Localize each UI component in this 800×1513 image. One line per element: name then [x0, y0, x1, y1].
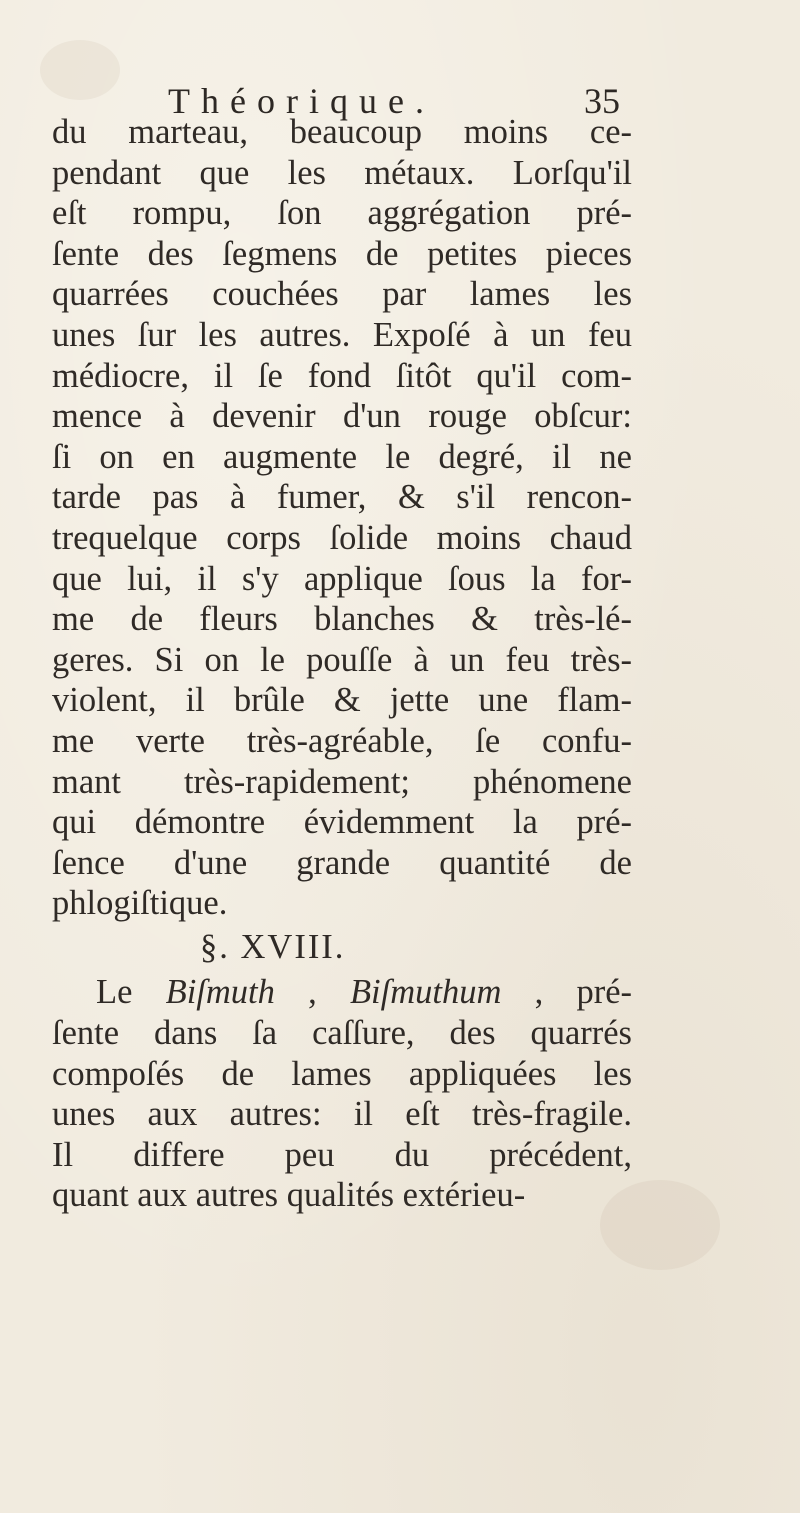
- text-line: quant aux autres qualités extérieu-: [52, 1176, 526, 1215]
- text-line: me verte très-agréable, ſe confu-: [52, 721, 632, 760]
- text-line: trequelque corps ſolide moins chaud: [52, 518, 632, 557]
- text-line: médiocre, il ſe fond ſitôt qu'il com-: [52, 356, 632, 395]
- italic-term: Biſmuthum: [349, 973, 502, 1012]
- text-fragment: ,: [308, 973, 317, 1012]
- paragraph-2: [52, 972, 632, 1216]
- text-line: geres. Si on le pouſſe à un feu très-: [52, 640, 632, 679]
- text-line: phlogiſtique.: [52, 884, 228, 923]
- text-fragment: Le: [96, 973, 133, 1012]
- text-line: unes ſur les autres. Expoſé à un feu: [52, 315, 632, 354]
- text-line: unes aux autres: il eſt très-fragile.: [52, 1095, 632, 1134]
- text-line: du marteau, beaucoup moins ce-: [52, 113, 632, 151]
- page-number: 35: [584, 81, 620, 121]
- body-text: [52, 112, 632, 1216]
- text-line: que lui, il s'y applique ſous la for-: [52, 559, 632, 598]
- paragraph-1: [52, 112, 632, 924]
- text-line: ſi on en augmente le degré, il ne: [52, 437, 632, 476]
- text-line: me de fleurs blanches & très-lé-: [52, 600, 632, 639]
- running-head: Théorique.: [168, 81, 435, 121]
- text-line: mant très-rapidement; phénomene: [52, 762, 632, 801]
- text-line: compoſés de lames appliquées les: [52, 1054, 632, 1093]
- italic-term: Biſmuth: [165, 973, 275, 1012]
- text-line: tarde pas à fumer, & s'il rencon-: [52, 478, 632, 517]
- text-line: pendant que les métaux. Lorſqu'il: [52, 153, 632, 192]
- text-line: quarrées couchées par lames les: [52, 275, 632, 314]
- text-line: violent, il brûle & jette une flam-: [52, 681, 632, 720]
- text-line: ſence d'une grande quantité de: [52, 843, 632, 882]
- text-fragment: , pré-: [534, 973, 633, 1012]
- text-line: Il differe peu du précédent,: [52, 1135, 632, 1174]
- text-line: mence à devenir d'un rouge obſcur:: [52, 397, 632, 436]
- text-line: ſente des ſegmens de petites pieces: [52, 234, 632, 273]
- text-line: eſt rompu, ſon aggrégation pré-: [52, 194, 632, 233]
- text-line: qui démontre évidemment la pré-: [52, 803, 632, 842]
- text-line: ſente dans ſa caſſure, des quarrés: [52, 1014, 632, 1053]
- paper-stain: [40, 40, 120, 100]
- section-heading: §. XVIII.: [200, 927, 346, 966]
- text-line: [52, 972, 632, 1013]
